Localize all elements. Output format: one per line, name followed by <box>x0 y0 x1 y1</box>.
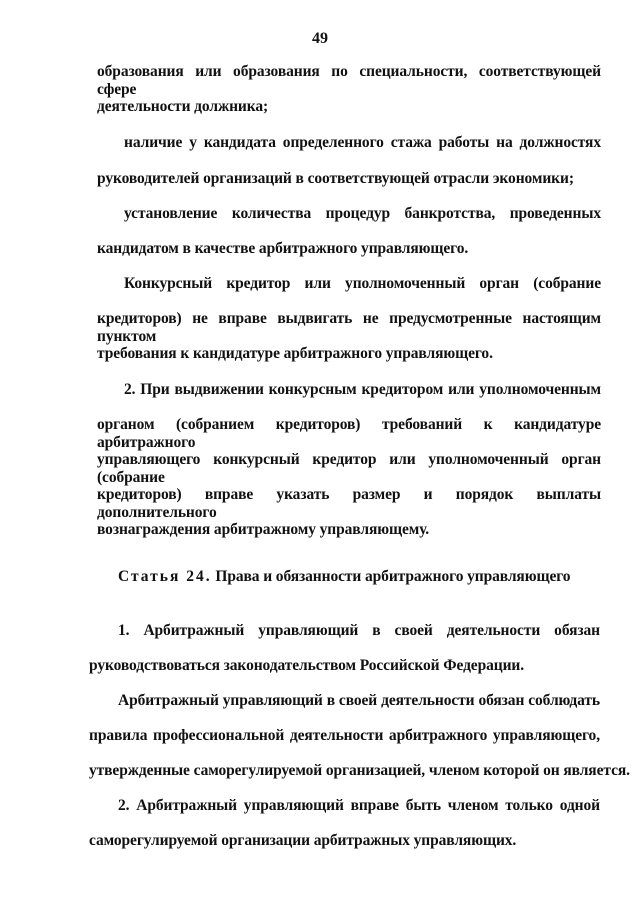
text-line: установление количества процедур банкротства, проведенных <box>124 205 601 222</box>
text-line: Конкурсный кредитор или уполномоченный орган (собрание <box>124 275 601 292</box>
text-line: вознаграждения арбитражному управляющему. <box>97 521 430 538</box>
text-line: утвержденные саморегулируемой организацией, членом которой он является. <box>89 762 630 779</box>
text-line: 2. При выдвижении конкурсным кредитором или уполномоченным <box>124 381 601 398</box>
article-title: Права и обязанности арбитражного управляющего <box>215 568 571 585</box>
text-line: кредиторов) вправе указать размер и порядок выплаты дополнительного <box>97 486 601 521</box>
article-label: Статья 24. <box>118 568 212 585</box>
article-heading <box>118 568 570 586</box>
text-line: кредиторов) не вправе выдвигать не предусмотренные настоящим пунктом <box>97 310 601 345</box>
text-line: требования к кандидатуре арбитражного управляющего. <box>97 345 493 362</box>
text-line: правила профессиональной деятельности арбитражного управляющего, <box>89 727 600 744</box>
text-line: Арбитражный управляющий в своей деятельности обязан соблюдать <box>118 692 600 709</box>
text-line: наличие у кандидата определенного стажа работы на должностях <box>124 134 601 151</box>
text-line: органом (собранием кредиторов) требований к кандидатуре арбитражного <box>97 416 601 451</box>
page-number: 49 <box>312 30 328 47</box>
text-line: управляющего конкурсный кредитор или уполномоченный орган (собрание <box>97 451 601 486</box>
text-line: саморегулируемой организации арбитражных управляющих. <box>89 832 517 849</box>
text-line: деятельности должника; <box>97 98 269 115</box>
text-line: кандидатом в качестве арбитражного управляющего. <box>97 240 469 257</box>
text-line: 2. Арбитражный управляющий вправе быть членом только одной <box>118 797 600 814</box>
text-line: руководителей организаций в соответствующей отрасли экономики; <box>97 170 574 187</box>
text-line: руководствоваться законодательством Российской Федерации. <box>89 657 525 674</box>
text-line: 1. Арбитражный управляющий в своей деятельности обязан <box>118 622 600 639</box>
text-line: образования или образования по специальности, соответствующей сфере <box>97 63 601 98</box>
